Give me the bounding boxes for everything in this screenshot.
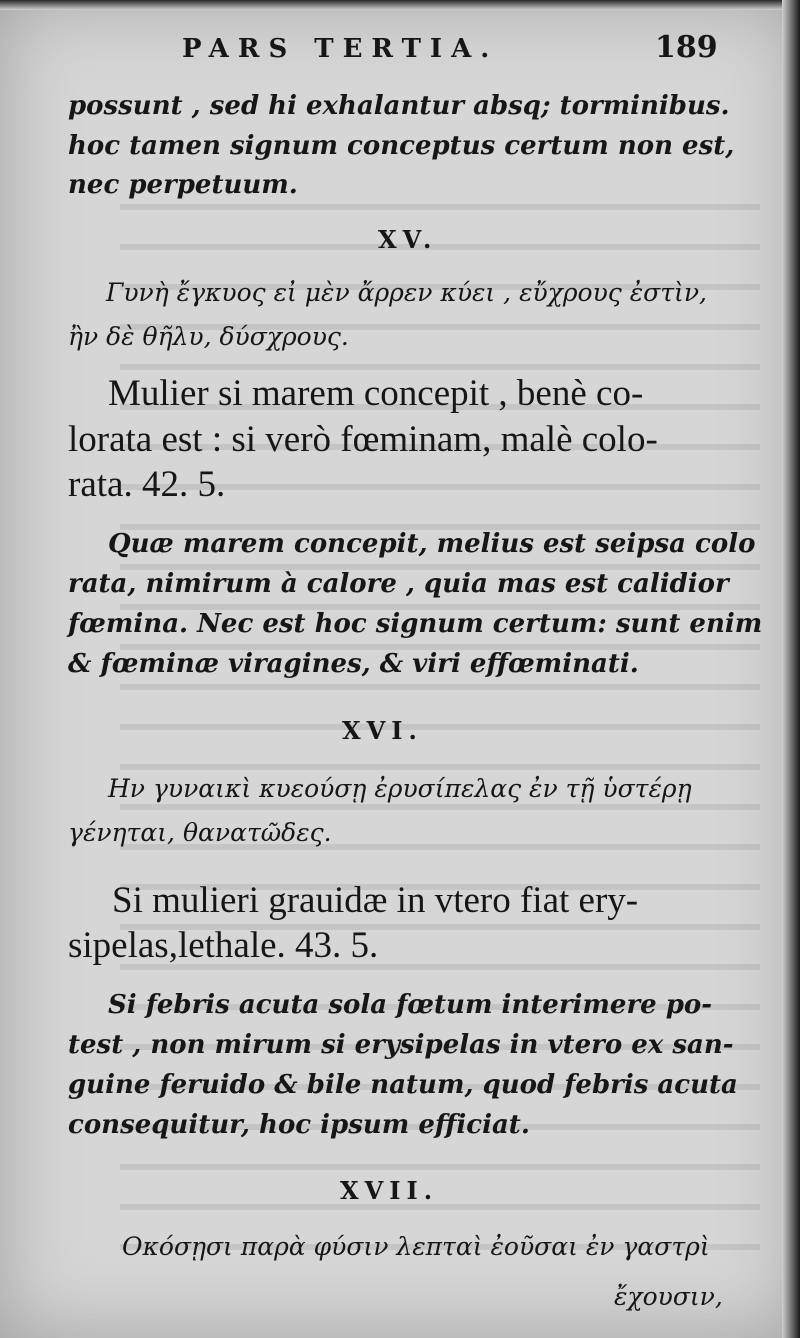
greek-aphorism-line: ἔχουσιν, bbox=[614, 1282, 723, 1311]
comment-line: Si febris acuta sola fœtum interimere po- bbox=[108, 990, 713, 1020]
comment-line: hoc tamen signum conceptus certum non est, bbox=[68, 131, 735, 161]
comment-line: & fœminæ viragines, & viri effœminati. bbox=[68, 649, 639, 679]
greek-aphorism-line: ἢν δὲ θῆλυ, δύσχρους. bbox=[68, 322, 349, 351]
page-right-edge-shadow bbox=[782, 0, 800, 1338]
comment-line: nec perpetuum. bbox=[68, 170, 298, 200]
running-title: PARS TERTIA. bbox=[182, 34, 499, 64]
latin-aphorism-line: lorata est : si verò fœminam, malè colo- bbox=[68, 419, 658, 460]
comment-line: Quæ marem concepit, melius est seipsa colo bbox=[108, 529, 756, 559]
greek-aphorism-line: Ην γυναικὶ κυεούσῃ ἐρυσίπελας ἐν τῇ ὑστέρῃ bbox=[108, 774, 692, 803]
greek-aphorism-line: γένηται, θανατῶδες. bbox=[68, 818, 332, 847]
greek-aphorism-line: Οκόσῃσι παρὰ φύσιν λεπταὶ ἐοῦσαι ἐν γαστρὶ bbox=[122, 1232, 710, 1261]
latin-aphorism-line: Si mulieri grauidæ in vtero fiat ery- bbox=[112, 880, 639, 921]
section-numeral: XV. bbox=[378, 225, 438, 254]
page-top-edge-shadow bbox=[0, 0, 800, 10]
page-number: 189 bbox=[655, 30, 718, 65]
comment-line: guine feruido & bile natum, quod febris acuta bbox=[68, 1070, 738, 1100]
comment-line: fœmina. Nec est hoc signum certum: sunt enim bbox=[68, 609, 763, 639]
section-numeral: XVII. bbox=[340, 1176, 439, 1205]
comment-line: consequitur, hoc ipsum efficiat. bbox=[68, 1110, 530, 1140]
latin-aphorism-line: rata. 42. 5. bbox=[68, 464, 226, 505]
greek-aphorism-line: Γυνὴ ἔγκυος εἰ μὲν ἄρρεν κύει , εὔχρους ἐστὶν, bbox=[106, 278, 707, 307]
comment-line: rata, nimirum à calore , quia mas est calidior bbox=[68, 569, 729, 599]
latin-aphorism-line: sipelas,lethale. 43. 5. bbox=[68, 925, 379, 966]
latin-aphorism-line: Mulier si marem concepit , benè co- bbox=[108, 373, 644, 414]
section-numeral: XVI. bbox=[342, 716, 423, 745]
comment-line: possunt , sed hi exhalantur absq; torminibus. bbox=[68, 91, 730, 121]
comment-line: test , non mirum si erysipelas in vtero ex san- bbox=[68, 1030, 734, 1060]
